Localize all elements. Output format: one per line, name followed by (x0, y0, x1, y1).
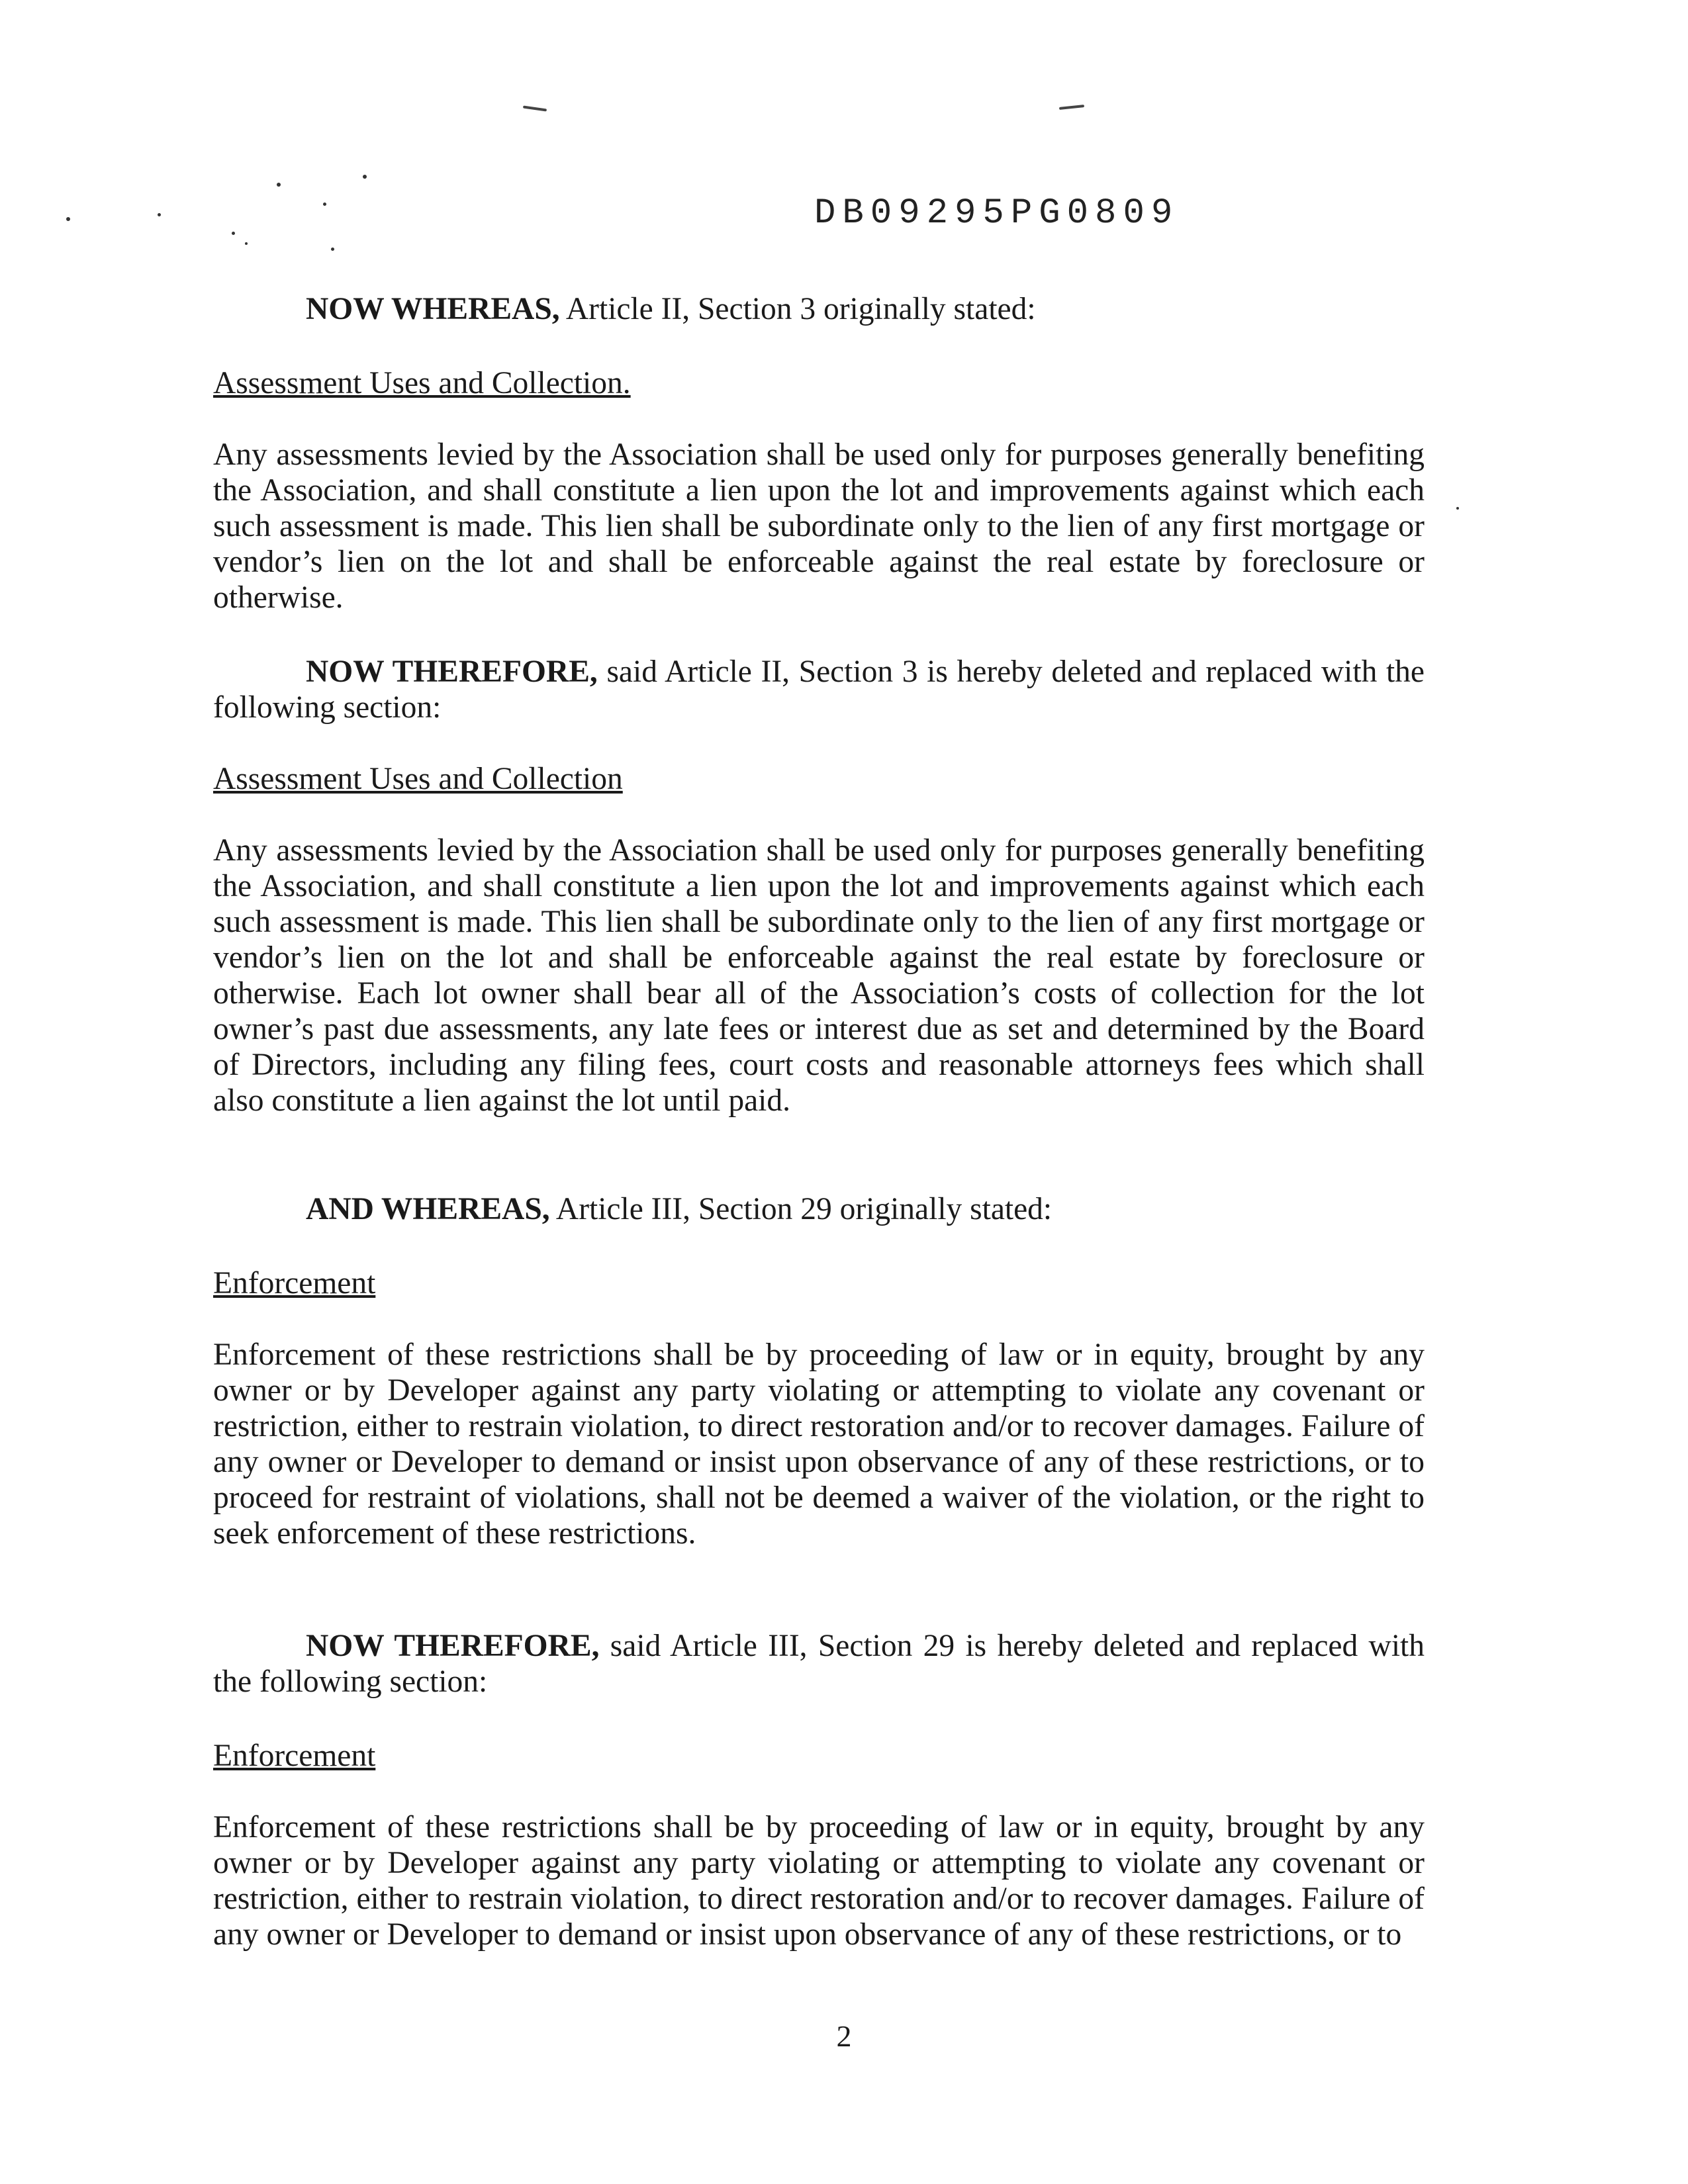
section-heading: Enforcement (213, 1266, 376, 1300)
recital-text: said Article III, Section 29 is hereby deleted and replaced with the following section: (213, 1629, 1425, 1699)
scan-speck (66, 217, 70, 221)
scan-speck (363, 175, 367, 179)
page-number: 2 (836, 2019, 852, 2053)
recital-lead: NOW THEREFORE, (306, 1629, 600, 1663)
recital-intro (213, 291, 1425, 327)
recital-lead: NOW WHEREAS, (306, 292, 560, 326)
original-section-text: Any assessments levied by the Association shall be used only for purposes generally benefiting the Association, and shall constitute a lien upon the lot and improvements against which each such assessment is made. This lien shall be subordinate only to the lien of any first mortgage or vendor’s lien on the lot and shall be enforceable against the real estate by foreclosure or otherwise. (213, 437, 1425, 615)
recital-intro (213, 1628, 1425, 1700)
recital-lead: AND WHEREAS, (306, 1192, 550, 1226)
scan-speck (158, 213, 161, 216)
recital-text: Article II, Section 3 originally stated: (559, 292, 1036, 326)
recording-stamp: DB09295PG0809 (814, 193, 1180, 234)
scan-speck (323, 203, 326, 206)
recital-lead: NOW THEREFORE, (306, 655, 598, 689)
scan-speck (331, 248, 334, 251)
section-heading: Assessment Uses and Collection (213, 762, 623, 796)
original-section-text: Enforcement of these restrictions shall be by proceeding of law or in equity, brought by any owner or by Developer against any party violating or attempting to violate any covenant or restriction, either to restrain violation, to direct restoration and/or to recover damages. Failure of any owner or Developer to demand or insist upon observance of any of these restrictions, or to proceed for restraint of violations, shall not be deemed a waiver of the violation, or the right to seek enforcement of these restrictions. (213, 1338, 1425, 1551)
recital-intro (213, 1191, 1425, 1227)
recital-text: said Article II, Section 3 is hereby deleted and replaced with the following section: (213, 655, 1425, 725)
scan-mark (1059, 105, 1084, 110)
replacement-section-text: Enforcement of these restrictions shall be by proceeding of law or in equity, brought by any owner or by Developer against any party violating or attempting to violate any covenant or restriction, either to restrain violation, to direct restoration and/or to recover damages. Failure of any owner or Developer to demand or insist upon observance of any of these restrictions, or to (213, 1810, 1425, 1952)
scan-mark (523, 106, 547, 112)
section-heading: Enforcement (213, 1739, 376, 1773)
section-heading: Assessment Uses and Collection. (213, 366, 631, 400)
scan-speck (245, 242, 248, 245)
replacement-section-text: Any assessments levied by the Association shall be used only for purposes generally benefiting the Association, and shall constitute a lien upon the lot and improvements against which each such assessment is made. This lien shall be subordinate only to the lien of any first mortgage or vendor’s lien on the lot and shall be enforceable against the real estate by foreclosure or otherwise. Each lot owner shall bear all of the Association’s costs of collection for the lot owner’s past due assessments, any late fees or interest due as set and determined by the Board of Directors, including any filing fees, court costs and reasonable attorneys fees which shall also constitute a lien against the lot until paid. (213, 833, 1425, 1118)
scan-speck (277, 183, 281, 187)
recital-text: Article III, Section 29 originally stated: (549, 1192, 1053, 1226)
recital-intro (213, 654, 1425, 725)
scan-speck (1456, 507, 1459, 510)
scan-speck (232, 232, 235, 235)
